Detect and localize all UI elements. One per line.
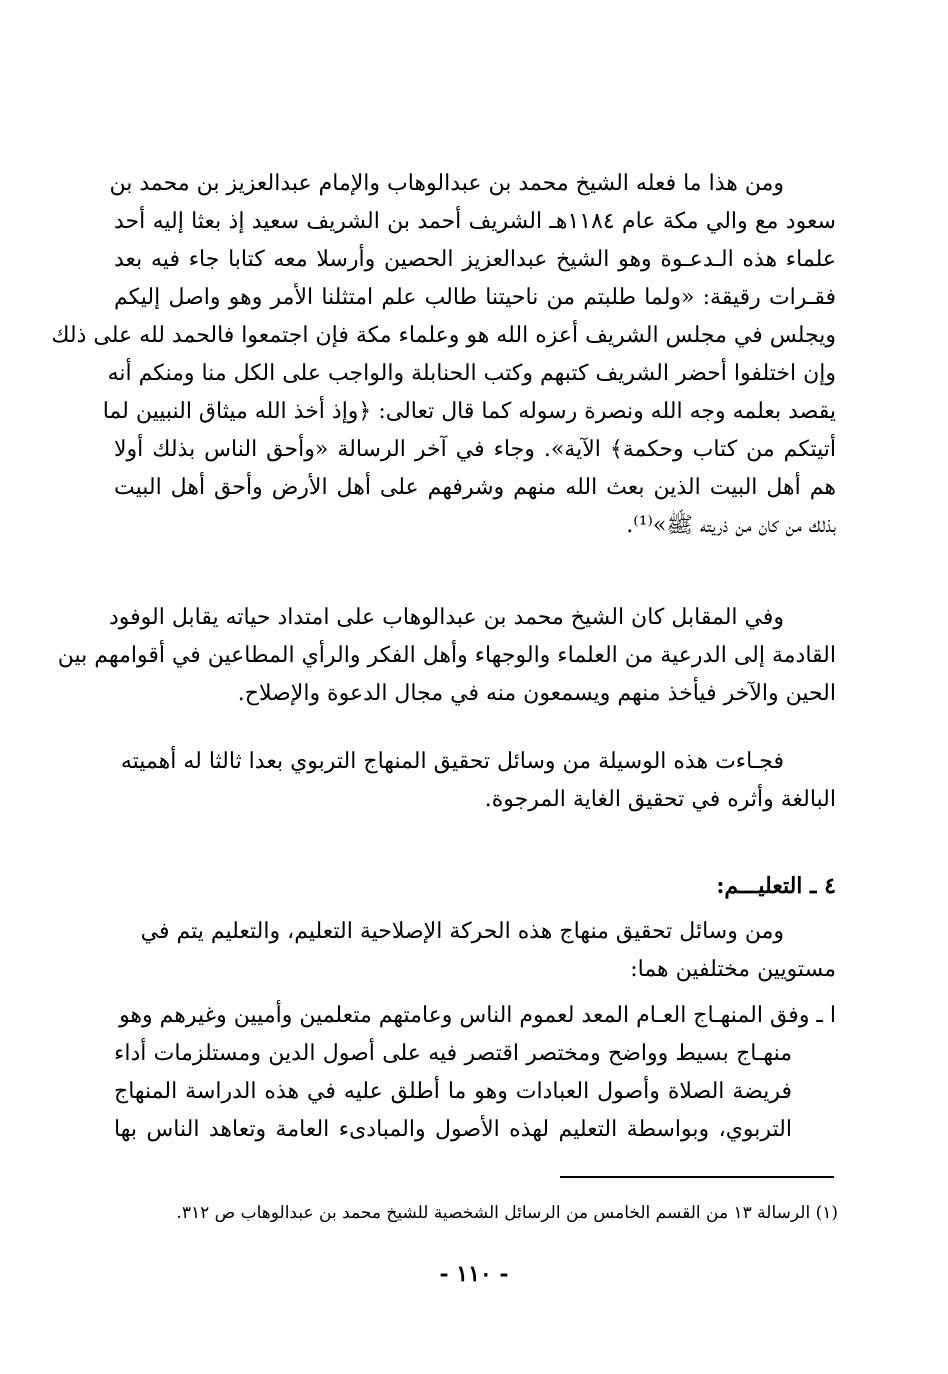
text-line: ومن وسائل تحقيق منهاج هذه الحركة الإصلاحية التعليم، والتعليم يتم في [140, 919, 784, 944]
text-line: وفي المقابل كان الشيخ محمد بن عبدالوهاب على امتداد حياته يقابل الوفود [109, 605, 784, 630]
text-line: فجـاءت هذه الوسيلة من وسائل تحقيق المنهاج التربوي بعدا ثالثا له أهميته [120, 749, 784, 774]
heading-text: ٤ ـ التعليـــم: [716, 873, 836, 899]
paragraph-3 [114, 746, 836, 818]
text-line: منهـاج بسيط وواضح ومختصر اقتصر فيه على أصول الدين ومستلزمات أداء [114, 1041, 792, 1066]
text-line: ا ـ وفق المنهـاج العـام المعد لعموم الناس وعامتهم متعلمين وأميين وغيرهم وهو [119, 1003, 836, 1028]
footnote-divider [560, 1176, 834, 1178]
paragraph-4 [114, 916, 836, 988]
paragraph-2 [57, 602, 836, 712]
list-item-a [114, 1000, 836, 1150]
text-line: هم أهل البيت الذين بعث الله منهم وشرفهم على أهل الأرض وأحق أهل البيت [114, 475, 836, 500]
text-line: وإن اختلفوا أحضر الشريف كتبهم وكتب الحنابلة والواجب على الكل منا ومنكم أنه [107, 361, 836, 386]
section-heading [114, 870, 836, 902]
text-line: ومن هذا ما فعله الشيخ محمد بن عبدالوهاب والإمام عبدالعزيز بن محمد بن [109, 171, 784, 196]
text-line: أتيتكم من كتاب وحكمة﴾ الآية». وجاء في آخر الرسالة «وأحق الناس بذلك أولا [114, 437, 836, 462]
paragraph-1 [51, 168, 836, 538]
text-line: مستويين مختلفين هما: [630, 957, 836, 982]
text-line: علماء هذه الـدعـوة وهو الشيخ عبدالعزيز الحصين وأرسلا معه كتابا جاء فيه بعد [114, 247, 836, 272]
text-line: التربوي، وبواسطة التعليم لهذه الأصول والمبادىء العامة وتعاهد الناس بها [114, 1117, 792, 1142]
page-number: - ١١٠ - [439, 1261, 509, 1287]
text-line: البالغة وأثره في تحقيق الغاية المرجوة. [484, 787, 836, 812]
text-line: بذلك من كان من ذريته ﷺ»⁽¹⁾. [626, 513, 836, 538]
footnote: (١) الرسالة ١٣ من القسم الخامس من الرسائل الشخصية للشيخ محمد بن عبدالوهاب ص ٣١٢. [176, 1203, 838, 1223]
text-line: سعود مع والي مكة عام ١١٨٤هـ الشريف أحمد بن الشريف سعيد إذ بعثا إليه أحد [114, 209, 836, 234]
text-line: فريضة الصلاة وأصول العبادات وهو ما أطلق عليه في هذه الدراسة المنهاج [114, 1079, 792, 1104]
text-line: فقـرات رقيقة: «ولما طلبتم من ناحيتنا طالب علم امتثلنا الأمر وهو واصل إليكم [114, 285, 836, 310]
text-line: يقصد بعلمه وجه الله ونصرة رسوله كما قال تعالى: ﴿وإذ أخذ الله ميثاق النبيين لما [102, 399, 836, 424]
text-line: الحين والآخر فيأخذ منهم ويسمعون منه في مجال الدعوة والإصلاح. [237, 681, 836, 706]
text-line: ويجلس في مجلس الشريف أعزه الله هو وعلماء مكة فإن اجتمعوا فالحمد لله على ذلك [51, 323, 836, 348]
text-line: القادمة إلى الدرعية من العلماء والوجهاء وأهل الفكر والرأي المطاعين في أقوامهم بين [57, 643, 836, 668]
